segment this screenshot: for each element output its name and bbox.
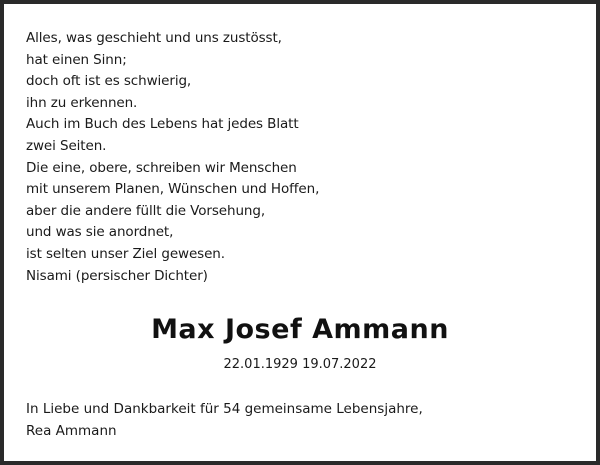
mourner-name: Rea Ammann bbox=[26, 423, 117, 439]
poem-line: doch oft ist es schwierig, bbox=[26, 73, 192, 90]
poem-line: zwei Seiten. bbox=[26, 137, 107, 154]
poem-line: aber die andere füllt die Vorsehung, bbox=[26, 202, 266, 219]
poem-line: hat einen Sinn; bbox=[26, 51, 127, 68]
poem-line: ihn zu erkennen. bbox=[26, 94, 138, 111]
poem-line: und was sie anordnet, bbox=[26, 224, 174, 241]
poem-line: Auch im Buch des Lebens hat jedes Blatt bbox=[26, 116, 299, 133]
closing-dedication: In Liebe und Dankbarkeit für 54 gemeinsame Lebensjahre, bbox=[26, 401, 423, 417]
poem-author: Nisami (persischer Dichter) bbox=[26, 267, 208, 284]
poem-line: mit unserem Planen, Wünschen und Hoffen, bbox=[26, 181, 320, 198]
poem-line: Alles, was geschieht und uns zustösst, bbox=[26, 30, 282, 46]
poem-block bbox=[26, 28, 319, 287]
life-dates: 22.01.1929 19.07.2022 bbox=[223, 357, 377, 372]
closing-block bbox=[26, 398, 423, 442]
deceased-name: Max Josef Ammann bbox=[151, 314, 449, 345]
poem-line: ist selten unser Ziel gewesen. bbox=[26, 245, 225, 262]
poem-line: Die eine, obere, schreiben wir Menschen bbox=[26, 159, 297, 176]
